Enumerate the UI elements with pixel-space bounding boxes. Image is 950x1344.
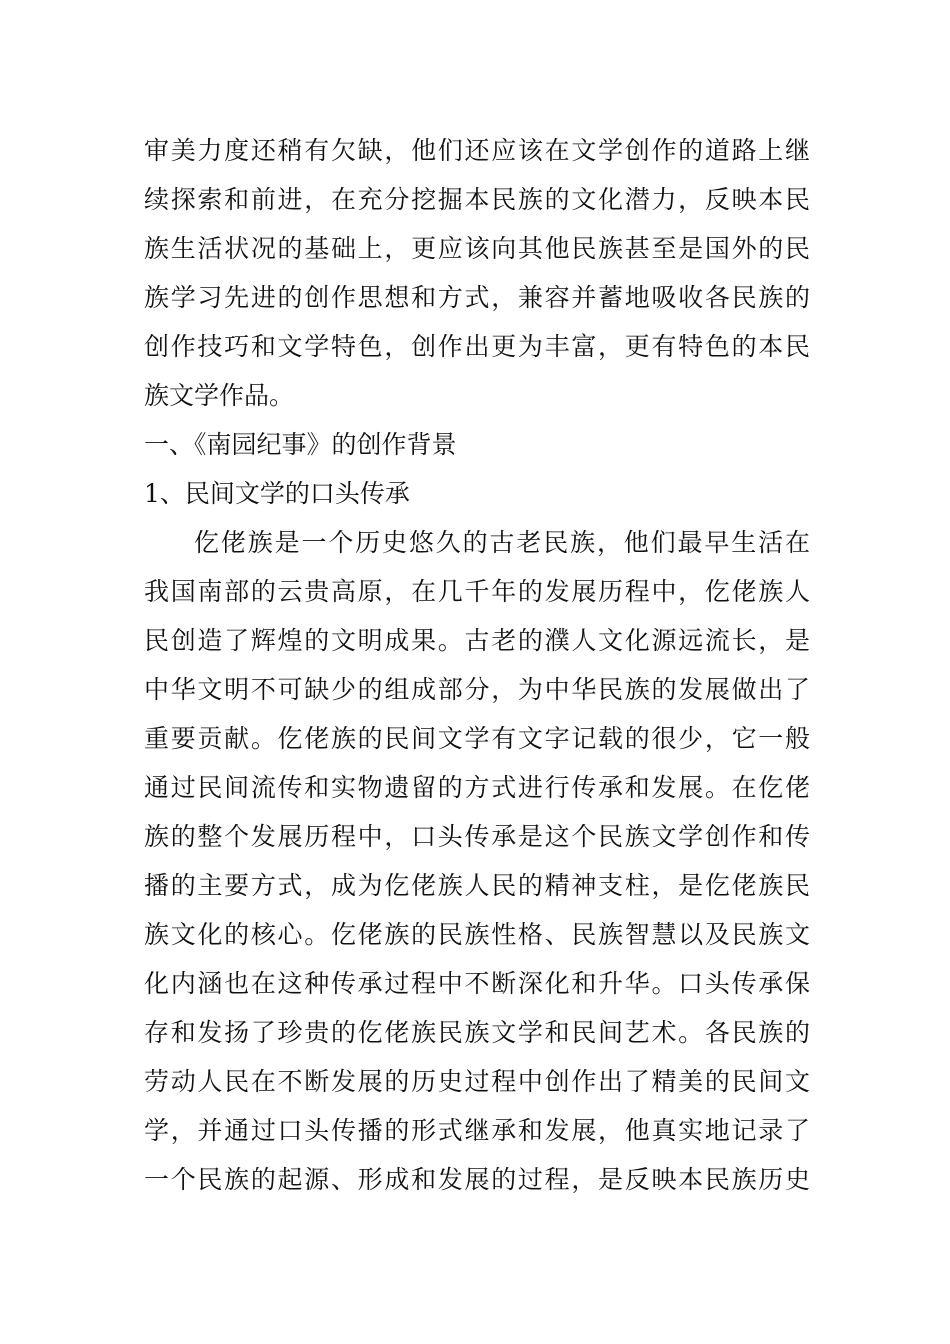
text-line: 仡佬族是一个历史悠久的古老民族，他们最早生活在 bbox=[194, 528, 810, 557]
subsection-heading: 1、民间文学的口头传承 bbox=[144, 479, 410, 508]
paragraph-continuation bbox=[144, 126, 810, 420]
text-line: 族文化的核心。仡佬族的民族性格、民族智慧以及民族文 bbox=[144, 920, 810, 949]
text-line: 族文学作品。 bbox=[144, 381, 295, 410]
text-line: 学，并通过口头传播的形式继承和发展，他真实地记录了 bbox=[144, 1116, 810, 1145]
text-line: 族学习先进的创作思想和方式，兼容并蓄地吸收各民族的 bbox=[144, 283, 810, 312]
text-line: 存和发扬了珍贵的仡佬族民族文学和民间艺术。各民族的 bbox=[144, 1018, 810, 1047]
paragraph-body bbox=[144, 518, 810, 1204]
text-line: 审美力度还稍有欠缺，他们还应该在文学创作的道路上继 bbox=[144, 136, 810, 165]
text-line: 中华文明不可缺少的组成部分，为中华民族的发展做出了 bbox=[144, 675, 810, 704]
text-line: 播的主要方式，成为仡佬族人民的精神支柱，是仡佬族民 bbox=[144, 871, 810, 900]
text-line: 续探索和前进，在充分挖掘本民族的文化潜力，反映本民 bbox=[144, 185, 810, 214]
text-line: 我国南部的云贵高原，在几千年的发展历程中，仡佬族人 bbox=[144, 577, 810, 606]
text-line: 劳动人民在不断发展的历史过程中创作出了精美的民间文 bbox=[144, 1067, 810, 1096]
text-line: 化内涵也在这种传承过程中不断深化和升华。口头传承保 bbox=[144, 969, 810, 998]
text-line: 重要贡献。仡佬族的民间文学有文字记载的很少，它一般 bbox=[144, 724, 810, 753]
text-line: 族生活状况的基础上，更应该向其他民族甚至是国外的民 bbox=[144, 234, 810, 263]
text-line: 民创造了辉煌的文明成果。古老的濮人文化源远流长，是 bbox=[144, 626, 810, 655]
text-line: 一个民族的起源、形成和发展的过程，是反映本民族历史 bbox=[144, 1165, 810, 1194]
document-body bbox=[144, 126, 810, 1204]
section-heading: 一、《南园纪事》的创作背景 bbox=[144, 430, 457, 459]
text-line: 创作技巧和文学特色，创作出更为丰富，更有特色的本民 bbox=[144, 332, 810, 361]
text-line: 通过民间流传和实物遗留的方式进行传承和发展。在仡佬 bbox=[144, 773, 810, 802]
text-line: 族的整个发展历程中，口头传承是这个民族文学创作和传 bbox=[144, 822, 810, 851]
